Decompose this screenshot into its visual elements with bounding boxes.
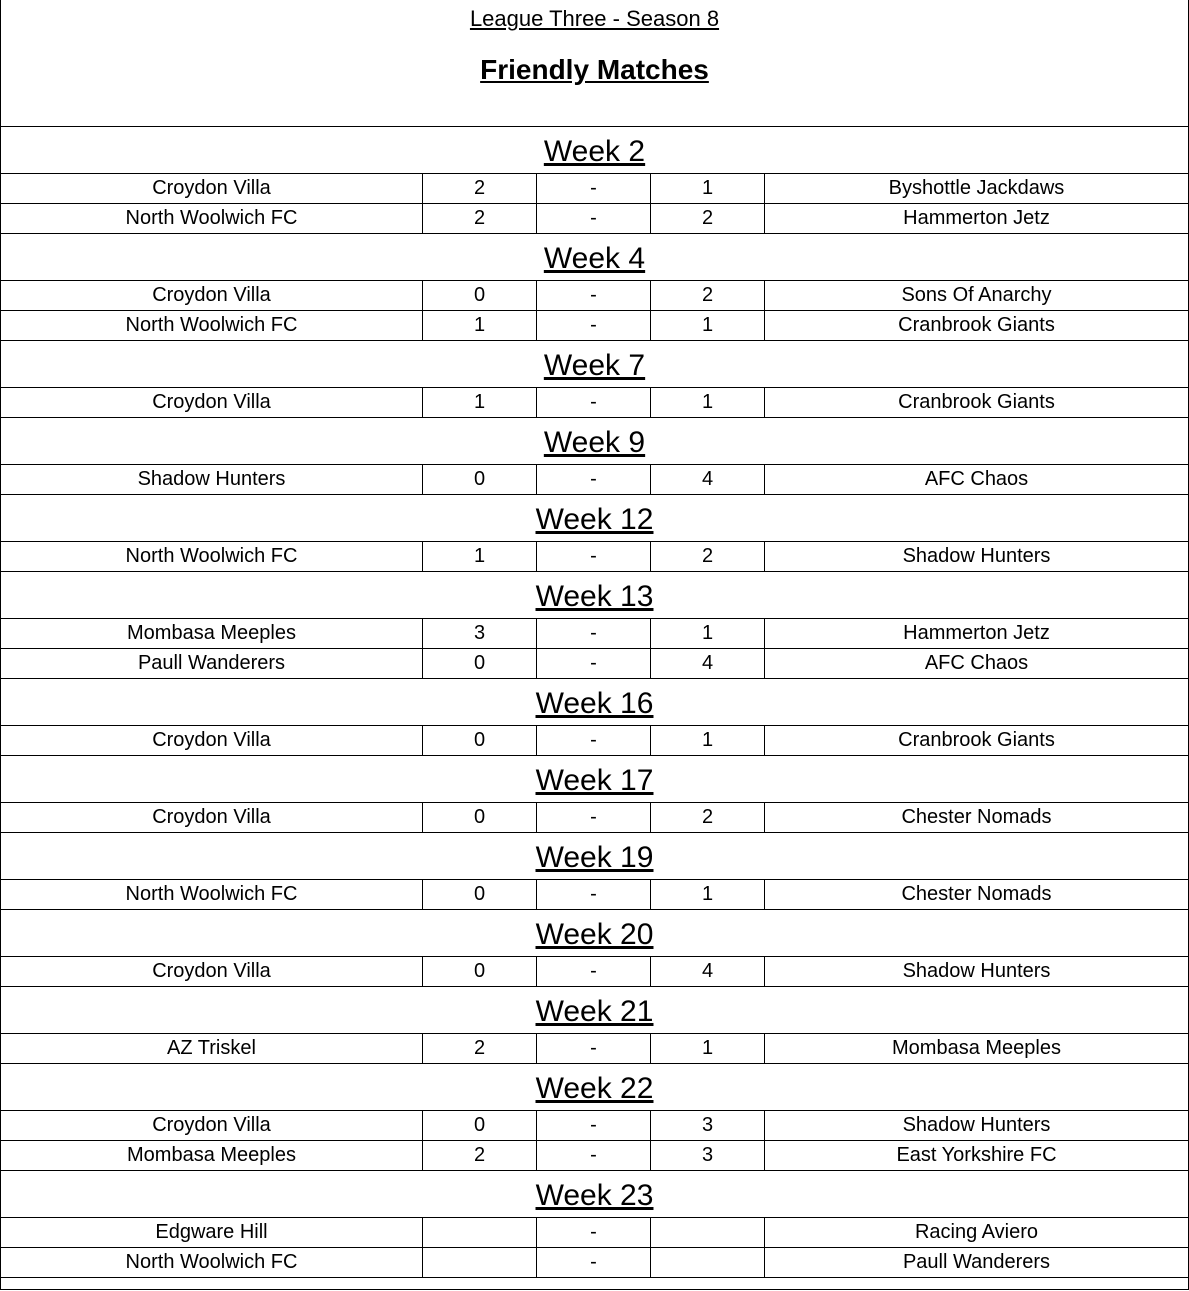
away-score-cell: 3: [651, 1141, 765, 1170]
week-label: Week 16: [535, 687, 654, 720]
sheet-header: [1, 0, 1188, 127]
match-row: [1, 649, 1188, 679]
score-separator-cell: -: [537, 880, 651, 909]
away-team-cell: Hammerton Jetz: [903, 622, 1050, 644]
week-label: Week 23: [535, 1179, 654, 1212]
match-row: [1, 281, 1188, 311]
home-team-cell: AZ Triskel: [1, 1034, 423, 1063]
week-header: [1, 234, 1188, 281]
home-team-cell: Mombasa Meeples: [1, 619, 423, 648]
match-row: [1, 1111, 1188, 1141]
score-separator-cell: -: [537, 1218, 651, 1247]
home-score-cell: [423, 1248, 537, 1277]
week-header: [1, 679, 1188, 726]
match-row: [1, 803, 1188, 833]
home-score-cell: 0: [423, 1111, 537, 1140]
match-row: [1, 619, 1188, 649]
away-team-cell: Cranbrook Giants: [898, 391, 1055, 413]
score-separator-cell: -: [537, 465, 651, 494]
home-score-cell: 1: [423, 542, 537, 571]
week-label: Week 20: [535, 918, 654, 951]
away-score-cell: [651, 1248, 765, 1277]
home-score-cell: 0: [423, 726, 537, 755]
home-score-cell: 0: [423, 281, 537, 310]
home-score-cell: 2: [423, 1141, 537, 1170]
score-separator-cell: -: [537, 1034, 651, 1063]
match-row: [1, 542, 1188, 572]
home-score-cell: 0: [423, 649, 537, 678]
away-team-cell: Racing Aviero: [914, 1221, 1039, 1243]
away-score-cell: 1: [651, 619, 765, 648]
home-score-cell: 0: [423, 803, 537, 832]
score-separator-cell: -: [537, 542, 651, 571]
home-team-cell: Croydon Villa: [1, 388, 423, 417]
week-label: Week 4: [543, 242, 646, 275]
away-team-cell: AFC Chaos: [924, 652, 1029, 674]
week-header: [1, 987, 1188, 1034]
away-score-cell: 4: [651, 957, 765, 986]
week-label: Week 17: [535, 764, 654, 797]
home-team-cell: North Woolwich FC: [1, 1248, 423, 1277]
home-team-cell: Croydon Villa: [1, 957, 423, 986]
away-team-cell: Mombasa Meeples: [892, 1037, 1061, 1059]
match-row: [1, 1034, 1188, 1064]
score-separator-cell: -: [537, 726, 651, 755]
away-score-cell: 1: [651, 388, 765, 417]
week-header: [1, 1064, 1188, 1111]
home-score-cell: 0: [423, 880, 537, 909]
away-score-cell: 1: [651, 1034, 765, 1063]
away-score-cell: 4: [651, 649, 765, 678]
home-team-cell: Croydon Villa: [1, 174, 423, 203]
home-team-cell: Paull Wanderers: [1, 649, 423, 678]
week-header: [1, 418, 1188, 465]
weeks-list: [1, 127, 1188, 1278]
week-label: Week 7: [543, 349, 646, 382]
home-team-cell: North Woolwich FC: [1, 880, 423, 909]
home-team-cell: North Woolwich FC: [1, 204, 423, 233]
score-separator-cell: -: [537, 1111, 651, 1140]
match-row: [1, 465, 1188, 495]
score-separator-cell: -: [537, 174, 651, 203]
score-separator-cell: -: [537, 311, 651, 340]
away-score-cell: 2: [651, 281, 765, 310]
away-team-cell: East Yorkshire FC: [896, 1144, 1057, 1166]
week-label: Week 12: [535, 503, 654, 536]
score-separator-cell: -: [537, 388, 651, 417]
score-separator-cell: -: [537, 204, 651, 233]
home-score-cell: 2: [423, 1034, 537, 1063]
score-separator-cell: -: [537, 803, 651, 832]
away-score-cell: 1: [651, 311, 765, 340]
score-separator-cell: -: [537, 649, 651, 678]
score-separator-cell: -: [537, 1141, 651, 1170]
week-label: Week 21: [535, 995, 654, 1028]
week-header: [1, 910, 1188, 957]
week-header: [1, 833, 1188, 880]
match-row: [1, 726, 1188, 756]
match-row: [1, 388, 1188, 418]
week-header: [1, 127, 1188, 174]
week-label: Week 13: [535, 580, 654, 613]
page-title: Friendly Matches: [480, 54, 709, 85]
away-team-cell: Cranbrook Giants: [898, 314, 1055, 336]
home-score-cell: 2: [423, 204, 537, 233]
home-score-cell: 0: [423, 465, 537, 494]
match-row: [1, 880, 1188, 910]
home-score-cell: 0: [423, 957, 537, 986]
away-score-cell: 3: [651, 1111, 765, 1140]
home-team-cell: Croydon Villa: [1, 281, 423, 310]
week-header: [1, 572, 1188, 619]
match-row: [1, 1141, 1188, 1171]
week-label: Week 22: [535, 1072, 654, 1105]
away-score-cell: [651, 1218, 765, 1247]
home-score-cell: 1: [423, 311, 537, 340]
home-team-cell: North Woolwich FC: [1, 311, 423, 340]
score-separator-cell: -: [537, 957, 651, 986]
home-team-cell: Shadow Hunters: [1, 465, 423, 494]
week-header: [1, 1171, 1188, 1218]
match-row: [1, 311, 1188, 341]
away-score-cell: 1: [651, 726, 765, 755]
match-row: [1, 204, 1188, 234]
away-score-cell: 2: [651, 204, 765, 233]
home-score-cell: [423, 1218, 537, 1247]
away-score-cell: 2: [651, 542, 765, 571]
week-header: [1, 495, 1188, 542]
week-header: [1, 341, 1188, 388]
home-team-cell: Croydon Villa: [1, 1111, 423, 1140]
away-team-cell: AFC Chaos: [924, 468, 1029, 490]
away-team-cell: Hammerton Jetz: [903, 207, 1050, 229]
away-score-cell: 1: [651, 174, 765, 203]
home-team-cell: Croydon Villa: [1, 726, 423, 755]
away-score-cell: 1: [651, 880, 765, 909]
away-team-cell: Cranbrook Giants: [898, 729, 1055, 751]
home-score-cell: 2: [423, 174, 537, 203]
week-header: [1, 756, 1188, 803]
week-label: Week 19: [535, 841, 654, 874]
home-team-cell: Edgware Hill: [1, 1218, 423, 1247]
away-team-cell: Sons Of Anarchy: [901, 284, 1052, 306]
home-team-cell: North Woolwich FC: [1, 542, 423, 571]
score-separator-cell: -: [537, 1248, 651, 1277]
score-separator-cell: -: [537, 619, 651, 648]
league-title: League Three - Season 8: [469, 6, 720, 31]
home-score-cell: 1: [423, 388, 537, 417]
home-team-cell: Mombasa Meeples: [1, 1141, 423, 1170]
score-separator-cell: -: [537, 281, 651, 310]
away-team-cell: Chester Nomads: [901, 806, 1052, 828]
match-row: [1, 1248, 1188, 1278]
away-team-cell: Byshottle Jackdaws: [888, 177, 1065, 199]
away-team-cell: Shadow Hunters: [902, 1114, 1051, 1136]
away-score-cell: 2: [651, 803, 765, 832]
away-team-cell: Shadow Hunters: [902, 545, 1051, 567]
week-label: Week 9: [543, 426, 646, 459]
home-score-cell: 3: [423, 619, 537, 648]
match-row: [1, 174, 1188, 204]
home-team-cell: Croydon Villa: [1, 803, 423, 832]
away-team-cell: Shadow Hunters: [902, 960, 1051, 982]
away-score-cell: 4: [651, 465, 765, 494]
away-team-cell: Chester Nomads: [901, 883, 1052, 905]
away-team-cell: Paull Wanderers: [902, 1251, 1051, 1273]
match-row: [1, 957, 1188, 987]
match-row: [1, 1218, 1188, 1248]
week-label: Week 2: [543, 135, 646, 168]
